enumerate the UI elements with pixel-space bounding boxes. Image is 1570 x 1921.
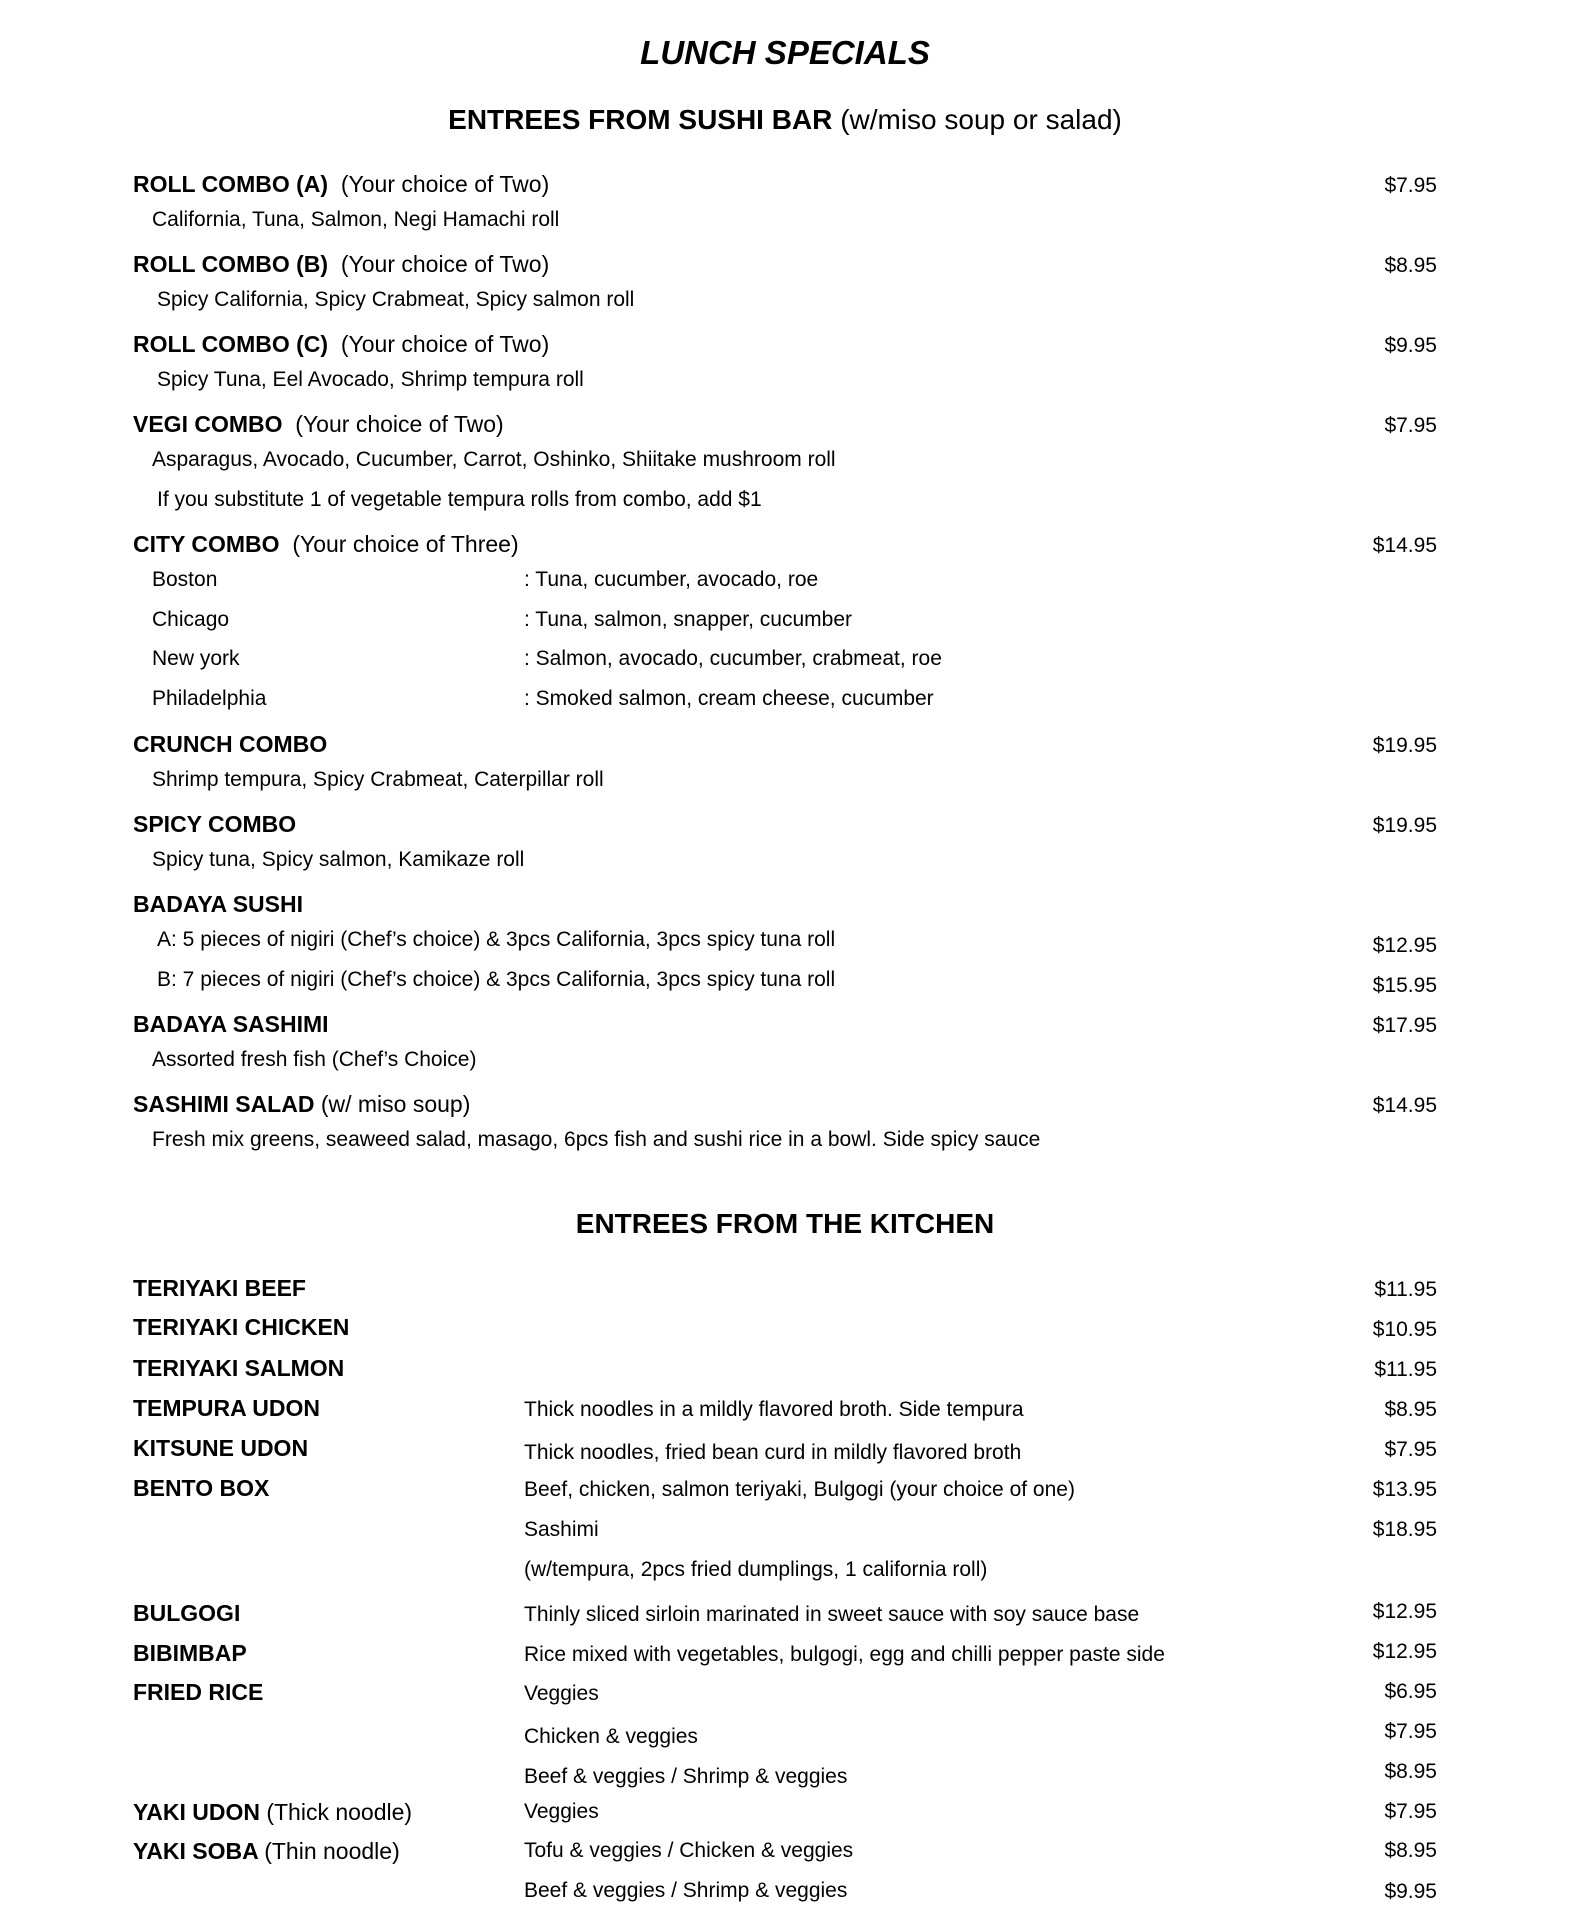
city-philadelphia-contents: : Smoked salmon, cream cheese, cucumber [524,687,934,710]
teriyaki-salmon-price: $11.95 [1374,1358,1437,1381]
roll-combo-c-title: ROLL COMBO (C) [133,331,329,357]
vegi-combo-substitute-note: If you substitute 1 of vegetable tempura rolls from combo, add $1 [157,488,762,511]
kitsune-udon-name: KITSUNE UDON [133,1435,309,1461]
badaya-sushi-price-a: $12.95 [1372,934,1437,957]
vegi-combo-desc: Asparagus, Avocado, Cucumber, Carrot, Oshinko, Shiitake mushroom roll [152,448,836,471]
roll-combo-c-desc: Spicy Tuna, Eel Avocado, Shrimp tempura roll [157,368,584,391]
roll-combo-c-price: $9.95 [1384,334,1437,357]
spicy-combo-desc: Spicy tuna, Spicy salmon, Kamikaze roll [152,848,525,871]
city-combo-note: (Your choice of Three) [292,531,519,557]
city-chicago-label: Chicago [152,608,230,631]
spicy-combo-price: $19.95 [1372,814,1437,837]
sashimi-salad-note: (w/ miso soup) [320,1091,471,1117]
roll-combo-a-name [133,173,549,196]
roll-combo-b-title: ROLL COMBO (B) [133,251,329,277]
city-boston-label: Boston [152,568,218,591]
roll-combo-b-desc: Spicy California, Spicy Crabmeat, Spicy salmon roll [157,288,635,311]
bento-box-desc-2: Sashimi [524,1518,599,1541]
roll-combo-b-note: (Your choice of Two) [340,251,550,277]
fried-rice-name: FRIED RICE [133,1679,264,1705]
yaki-soba-title: YAKI SOBA [133,1838,258,1864]
yaki-soba-desc-2: Beef & veggies / Shrimp & veggies [524,1879,848,1902]
teriyaki-chicken-price: $10.95 [1372,1318,1437,1341]
sashimi-salad-price: $14.95 [1372,1094,1437,1117]
bulgogi-desc: Thinly sliced sirloin marinated in sweet sauce with soy sauce base [524,1603,1140,1626]
tempura-udon-price: $8.95 [1384,1398,1437,1421]
badaya-sushi-option-a: A: 5 pieces of nigiri (Chef’s choice) & 3pcs California, 3pcs spicy tuna roll [157,928,836,951]
bento-box-price-2: $18.95 [1372,1518,1437,1541]
fried-rice-price-1: $6.95 [1384,1680,1437,1703]
bulgogi-price: $12.95 [1372,1600,1437,1623]
city-boston-contents: : Tuna, cucumber, avocado, roe [524,568,819,591]
roll-combo-a-title: ROLL COMBO (A) [133,171,329,197]
sashimi-salad-title: SASHIMI SALAD [133,1091,315,1117]
bento-box-name: BENTO BOX [133,1475,270,1501]
city-combo-name [133,533,519,556]
vegi-combo-price: $7.95 [1384,414,1437,437]
fried-rice-desc-3: Beef & veggies / Shrimp & veggies [524,1765,848,1788]
tempura-udon-name: TEMPURA UDON [133,1395,320,1421]
badaya-sushi-option-b: B: 7 pieces of nigiri (Chef’s choice) & 3pcs California, 3pcs spicy tuna roll [157,968,836,991]
roll-combo-b-price: $8.95 [1384,254,1437,277]
sushi-section-subtitle: (w/miso soup or salad) [840,104,1122,135]
bibimbap-desc: Rice mixed with vegetables, bulgogi, egg and chilli pepper paste side [524,1643,1165,1666]
yaki-udon-desc: Veggies [524,1800,599,1823]
teriyaki-beef-name: TERIYAKI BEEF [133,1275,306,1301]
sushi-section-heading [0,106,1570,134]
yaki-udon-name [133,1801,412,1824]
yaki-soba-desc-1: Tofu & veggies / Chicken & veggies [524,1839,854,1862]
yaki-soba-price-2: $9.95 [1384,1880,1437,1903]
badaya-sushi-price-b: $15.95 [1372,974,1437,997]
city-combo-price: $14.95 [1372,534,1437,557]
yaki-udon-price: $7.95 [1384,1800,1437,1823]
city-chicago-contents: : Tuna, salmon, snapper, cucumber [524,608,853,631]
page-title: LUNCH SPECIALS [640,34,930,71]
bento-box-note: (w/tempura, 2pcs fried dumplings, 1 california roll) [524,1558,988,1581]
teriyaki-beef-price: $11.95 [1374,1278,1437,1301]
bibimbap-name: BIBIMBAP [133,1640,247,1666]
spicy-combo-name: SPICY COMBO [133,811,297,837]
bulgogi-name: BULGOGI [133,1600,241,1626]
kitchen-section-title: ENTREES FROM THE KITCHEN [575,1208,995,1239]
roll-combo-a-desc: California, Tuna, Salmon, Negi Hamachi roll [152,208,560,231]
crunch-combo-price: $19.95 [1372,734,1437,757]
bento-box-desc-1: Beef, chicken, salmon teriyaki, Bulgogi (your choice of one) [524,1478,1075,1501]
badaya-sushi-name: BADAYA SUSHI [133,891,303,917]
roll-combo-a-price: $7.95 [1384,174,1437,197]
roll-combo-c-name [133,333,549,356]
sashimi-salad-desc: Fresh mix greens, seaweed salad, masago, 6pcs fish and sushi rice in a bowl. Side spicy sauce [152,1128,1041,1151]
roll-combo-b-name [133,253,549,276]
yaki-soba-name [133,1840,400,1863]
fried-rice-price-3: $8.95 [1384,1760,1437,1783]
sushi-section-title: ENTREES FROM SUSHI BAR [448,104,833,135]
yaki-soba-price-1: $8.95 [1384,1839,1437,1862]
yaki-soba-note: (Thin noodle) [264,1838,400,1864]
city-newyork-contents: : Salmon, avocado, cucumber, crabmeat, roe [524,647,942,670]
city-combo-title: CITY COMBO [133,531,280,557]
teriyaki-chicken-name: TERIYAKI CHICKEN [133,1314,350,1340]
city-philadelphia-label: Philadelphia [152,687,267,710]
sashimi-salad-name [133,1093,470,1116]
yaki-udon-note: (Thick noodle) [266,1799,413,1825]
badaya-sashimi-name: BADAYA SASHIMI [133,1011,329,1037]
badaya-sashimi-price: $17.95 [1372,1014,1437,1037]
yaki-udon-title: YAKI UDON [133,1799,260,1825]
tempura-udon-desc: Thick noodles in a mildly flavored broth. Side tempura [524,1398,1024,1421]
roll-combo-a-note: (Your choice of Two) [340,171,550,197]
bibimbap-price: $12.95 [1372,1640,1437,1663]
bento-box-price-1: $13.95 [1372,1478,1437,1501]
fried-rice-desc-1: Veggies [524,1682,599,1705]
crunch-combo-name: CRUNCH COMBO [133,731,328,757]
roll-combo-c-note: (Your choice of Two) [340,331,550,357]
kitsune-udon-price: $7.95 [1384,1438,1437,1461]
teriyaki-salmon-name: TERIYAKI SALMON [133,1355,345,1381]
vegi-combo-name [133,413,504,436]
badaya-sashimi-desc: Assorted fresh fish (Chef’s Choice) [152,1048,477,1071]
vegi-combo-note: (Your choice of Two) [295,411,504,437]
vegi-combo-title: VEGI COMBO [133,411,283,437]
fried-rice-price-2: $7.95 [1384,1720,1437,1743]
crunch-combo-desc: Shrimp tempura, Spicy Crabmeat, Caterpillar roll [152,768,604,791]
city-newyork-label: New york [152,647,240,670]
kitsune-udon-desc: Thick noodles, fried bean curd in mildly flavored broth [524,1441,1022,1464]
fried-rice-desc-2: Chicken & veggies [524,1725,698,1748]
